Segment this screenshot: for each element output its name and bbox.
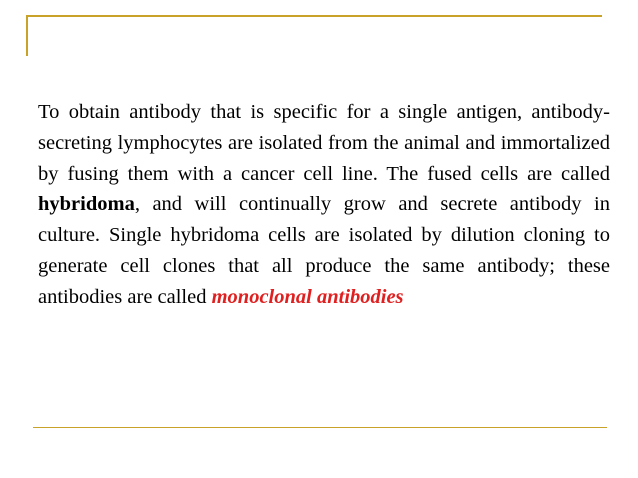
body-paragraph (38, 97, 610, 313)
monoclonal-antibodies-term: monoclonal antibodies (211, 285, 404, 308)
top-border-line (26, 15, 602, 17)
hybridoma-term: hybridoma (38, 193, 135, 216)
bottom-border-line (33, 427, 607, 428)
left-border-line (26, 15, 28, 56)
paragraph-text-part2: , and will continually grow and secrete antibody in culture. Single hybridoma cells are isolated by dilution cloning to generate cell clones that all produce the same antibody; these antibodies are called (38, 193, 610, 308)
paragraph-text-part1: To obtain antibody that is specific for a single antigen, antibody-secreting lymphocytes are isolated from the animal and immortalized by fusing them with a cancer cell line. The fused cells are called (38, 101, 610, 185)
